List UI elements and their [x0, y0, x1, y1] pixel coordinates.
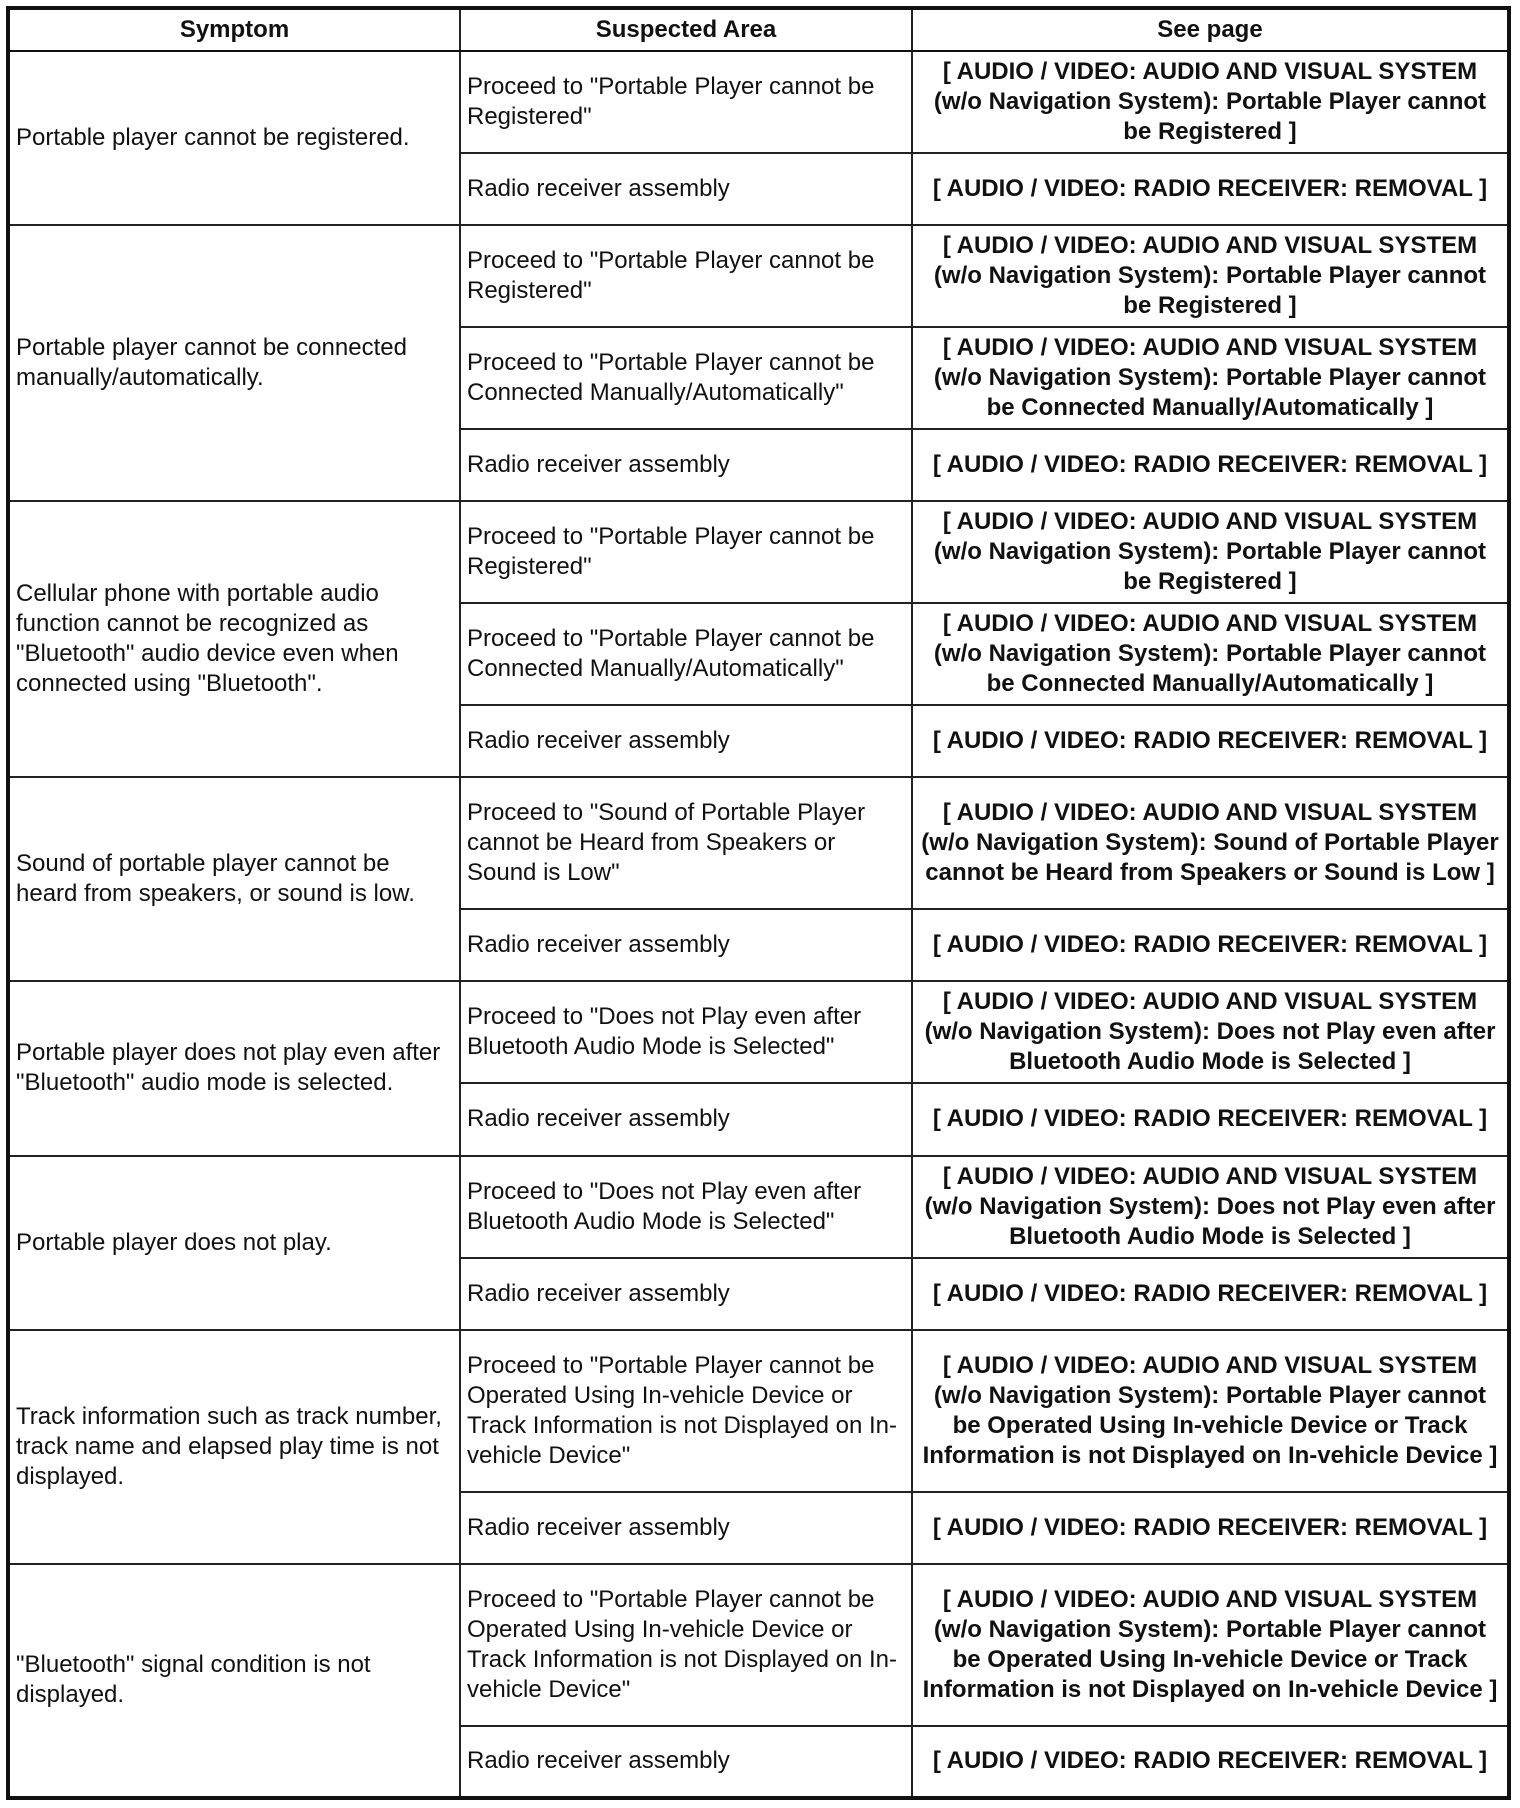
see-page-link[interactable]: [ AUDIO / VIDEO: RADIO RECEIVER: REMOVAL ]	[912, 705, 1509, 777]
suspected-area-cell: Radio receiver assembly	[460, 1083, 912, 1155]
symptom-cell: Cellular phone with portable audio function cannot be recognized as "Bluetooth" audio device even when connected using "Bluetooth".	[8, 501, 460, 777]
table-row	[8, 1156, 1509, 1258]
symptom-cell: "Bluetooth" signal condition is not displayed.	[8, 1564, 460, 1798]
suspected-area-cell: Proceed to "Sound of Portable Player cannot be Heard from Speakers or Sound is Low"	[460, 777, 912, 909]
header-suspected-area: Suspected Area	[460, 8, 912, 51]
see-page-link[interactable]: [ AUDIO / VIDEO: RADIO RECEIVER: REMOVAL ]	[912, 1083, 1509, 1155]
table-row	[8, 1330, 1509, 1492]
see-page-link[interactable]: [ AUDIO / VIDEO: RADIO RECEIVER: REMOVAL ]	[912, 1258, 1509, 1330]
suspected-area-cell: Radio receiver assembly	[460, 1492, 912, 1564]
see-page-link[interactable]: [ AUDIO / VIDEO: AUDIO AND VISUAL SYSTEM (w/o Navigation System): Does not Play even after Bluetooth Audio Mode is Selected ]	[912, 981, 1509, 1083]
suspected-area-cell: Proceed to "Portable Player cannot be Operated Using In-vehicle Device or Track Information is not Displayed on In-vehicle Device"	[460, 1564, 912, 1726]
see-page-link[interactable]: [ AUDIO / VIDEO: AUDIO AND VISUAL SYSTEM (w/o Navigation System): Portable Player cannot be Registered ]	[912, 225, 1509, 327]
symptom-cell: Portable player cannot be connected manually/automatically.	[8, 225, 460, 501]
table-row	[8, 501, 1509, 603]
symptom-cell: Portable player does not play.	[8, 1156, 460, 1330]
suspected-area-cell: Proceed to "Portable Player cannot be Registered"	[460, 501, 912, 603]
table-row	[8, 1564, 1509, 1726]
suspected-area-cell: Proceed to "Portable Player cannot be Connected Manually/Automatically"	[460, 327, 912, 429]
see-page-link[interactable]: [ AUDIO / VIDEO: RADIO RECEIVER: REMOVAL ]	[912, 1726, 1509, 1798]
suspected-area-cell: Proceed to "Portable Player cannot be Operated Using In-vehicle Device or Track Information is not Displayed on In-vehicle Device"	[460, 1330, 912, 1492]
suspected-area-cell: Radio receiver assembly	[460, 1726, 912, 1798]
see-page-link[interactable]: [ AUDIO / VIDEO: RADIO RECEIVER: REMOVAL ]	[912, 1492, 1509, 1564]
symptom-cell: Sound of portable player cannot be heard from speakers, or sound is low.	[8, 777, 460, 981]
see-page-link[interactable]: [ AUDIO / VIDEO: AUDIO AND VISUAL SYSTEM (w/o Navigation System): Portable Player cannot be Connected Manually/Automatically ]	[912, 603, 1509, 705]
see-page-link[interactable]: [ AUDIO / VIDEO: RADIO RECEIVER: REMOVAL ]	[912, 909, 1509, 981]
see-page-link[interactable]: [ AUDIO / VIDEO: AUDIO AND VISUAL SYSTEM (w/o Navigation System): Portable Player cannot be Registered ]	[912, 501, 1509, 603]
suspected-area-cell: Radio receiver assembly	[460, 153, 912, 225]
suspected-area-cell: Radio receiver assembly	[460, 1258, 912, 1330]
see-page-link[interactable]: [ AUDIO / VIDEO: RADIO RECEIVER: REMOVAL ]	[912, 429, 1509, 501]
suspected-area-cell: Proceed to "Does not Play even after Bluetooth Audio Mode is Selected"	[460, 1156, 912, 1258]
suspected-area-cell: Radio receiver assembly	[460, 429, 912, 501]
table-row	[8, 51, 1509, 153]
header-symptom: Symptom	[8, 8, 460, 51]
header-row	[8, 8, 1509, 51]
table-row	[8, 981, 1509, 1083]
see-page-link[interactable]: [ AUDIO / VIDEO: AUDIO AND VISUAL SYSTEM (w/o Navigation System): Portable Player cannot be Connected Manually/Automatically ]	[912, 327, 1509, 429]
symptom-table	[6, 6, 1511, 1800]
symptom-cell: Portable player cannot be registered.	[8, 51, 460, 225]
see-page-link[interactable]: [ AUDIO / VIDEO: AUDIO AND VISUAL SYSTEM (w/o Navigation System): Sound of Portable Player cannot be Heard from Speakers or Sound is Low ]	[912, 777, 1509, 909]
see-page-link[interactable]: [ AUDIO / VIDEO: AUDIO AND VISUAL SYSTEM (w/o Navigation System): Portable Player cannot be Operated Using In-vehicle Device or Track Information is not Displayed on In-vehicle Device ]	[912, 1330, 1509, 1492]
see-page-link[interactable]: [ AUDIO / VIDEO: RADIO RECEIVER: REMOVAL ]	[912, 153, 1509, 225]
table-row	[8, 777, 1509, 909]
suspected-area-cell: Proceed to "Portable Player cannot be Registered"	[460, 51, 912, 153]
suspected-area-cell: Radio receiver assembly	[460, 909, 912, 981]
see-page-link[interactable]: [ AUDIO / VIDEO: AUDIO AND VISUAL SYSTEM (w/o Navigation System): Portable Player cannot be Operated Using In-vehicle Device or Track Information is not Displayed on In-vehicle Device ]	[912, 1564, 1509, 1726]
symptom-cell: Track information such as track number, track name and elapsed play time is not displayed.	[8, 1330, 460, 1564]
header-see-page: See page	[912, 8, 1509, 51]
symptom-cell: Portable player does not play even after "Bluetooth" audio mode is selected.	[8, 981, 460, 1155]
see-page-link[interactable]: [ AUDIO / VIDEO: AUDIO AND VISUAL SYSTEM (w/o Navigation System): Portable Player cannot be Registered ]	[912, 51, 1509, 153]
see-page-link[interactable]: [ AUDIO / VIDEO: AUDIO AND VISUAL SYSTEM (w/o Navigation System): Does not Play even after Bluetooth Audio Mode is Selected ]	[912, 1156, 1509, 1258]
troubleshooting-table-page	[6, 6, 1507, 1800]
suspected-area-cell: Radio receiver assembly	[460, 705, 912, 777]
suspected-area-cell: Proceed to "Does not Play even after Bluetooth Audio Mode is Selected"	[460, 981, 912, 1083]
suspected-area-cell: Proceed to "Portable Player cannot be Connected Manually/Automatically"	[460, 603, 912, 705]
suspected-area-cell: Proceed to "Portable Player cannot be Registered"	[460, 225, 912, 327]
table-row	[8, 225, 1509, 327]
